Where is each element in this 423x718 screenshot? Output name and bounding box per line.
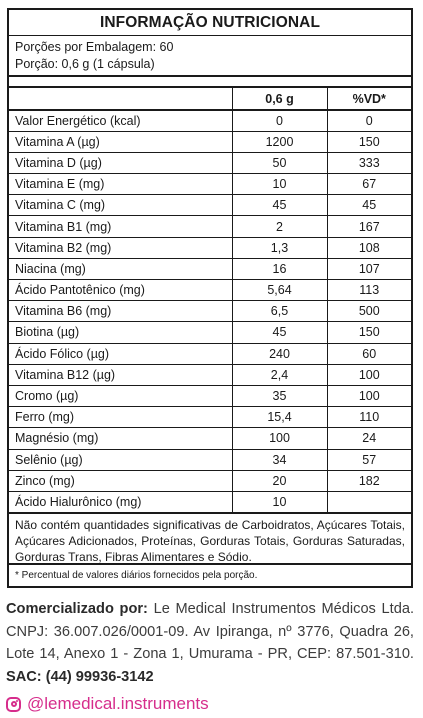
- instagram-icon: [6, 697, 21, 712]
- nutrient-row: [9, 237, 411, 258]
- section-divider: [9, 77, 411, 88]
- nutrient-row: [9, 195, 411, 216]
- serving-size: Porção: 0,6 g (1 cápsula): [15, 57, 155, 71]
- nutrient-row: [9, 470, 411, 491]
- nutrient-daily-value: 150: [327, 131, 411, 152]
- nutrient-daily-value: 100: [327, 364, 411, 385]
- daily-value-footnote: * Percentual de valores diários fornecidos pela porção.: [15, 570, 258, 582]
- nutrient-daily-value: 67: [327, 174, 411, 195]
- nutrient-name: Magnésio (mg): [9, 428, 232, 449]
- nutrient-row: [9, 491, 411, 512]
- nutrient-daily-value: 182: [327, 470, 411, 491]
- nutrient-name: Cromo (µg): [9, 385, 232, 406]
- nutrient-amount: 20: [232, 470, 327, 491]
- nutrient-row: [9, 110, 411, 131]
- nutrient-daily-value: 0: [327, 110, 411, 131]
- nutrient-amount: 10: [232, 174, 327, 195]
- nutrient-amount: 240: [232, 343, 327, 364]
- nutrient-name: Vitamina D (µg): [9, 152, 232, 173]
- nutrient-amount: 45: [232, 322, 327, 343]
- nutrient-amount: 1,3: [232, 237, 327, 258]
- nutrient-name: Zinco (mg): [9, 470, 232, 491]
- social-handle[interactable]: [6, 693, 209, 715]
- company-address: Le Medical Instrumentos Médicos Ltda. CNPJ: 36.007.026/0001-09. Av Ipiranga, nº 3776, Quadra 26, Lote 14, Anexo 1 - Zona 1, Umurama - PR, CEP: 87.501-310.: [6, 601, 414, 662]
- nutrient-name: Vitamina E (mg): [9, 174, 232, 195]
- nutrient-daily-value: 107: [327, 258, 411, 279]
- nutrient-row: [9, 152, 411, 173]
- company-sac: SAC: (44) 99936-3142: [6, 668, 154, 685]
- nutrient-row: [9, 449, 411, 470]
- company-lead: Comercializado por:: [6, 601, 148, 617]
- nutrient-row: [9, 364, 411, 385]
- label-title: INFORMAÇÃO NUTRICIONAL: [9, 10, 411, 36]
- nutrient-table: [9, 88, 411, 513]
- nutrient-row: [9, 174, 411, 195]
- servings-per-package: Porções por Embalagem: 60: [15, 40, 174, 54]
- nutrient-daily-value: 333: [327, 152, 411, 173]
- nutrient-amount: 50: [232, 152, 327, 173]
- header-daily-value: %VD*: [327, 88, 411, 110]
- company-info: [6, 598, 414, 688]
- nutrient-name: Ácido Fólico (µg): [9, 343, 232, 364]
- nutrient-name: Ácido Hialurônico (mg): [9, 491, 232, 512]
- nutrient-daily-value: 113: [327, 280, 411, 301]
- nutrient-name: Niacina (mg): [9, 258, 232, 279]
- header-amount: 0,6 g: [232, 88, 327, 110]
- nutrient-row: [9, 216, 411, 237]
- nutrient-name: Vitamina B2 (mg): [9, 237, 232, 258]
- nutrient-daily-value: 24: [327, 428, 411, 449]
- nutrient-amount: 2,4: [232, 364, 327, 385]
- nutrient-amount: 34: [232, 449, 327, 470]
- nutrient-row: [9, 322, 411, 343]
- nutrient-amount: 35: [232, 385, 327, 406]
- nutrient-daily-value: 57: [327, 449, 411, 470]
- nutrient-name: Vitamina B6 (mg): [9, 301, 232, 322]
- nutrient-row: [9, 131, 411, 152]
- nutrient-amount: 5,64: [232, 280, 327, 301]
- header-blank: [9, 88, 232, 110]
- table-header-row: [9, 88, 411, 110]
- nutrient-row: [9, 258, 411, 279]
- nutrient-name: Ferro (mg): [9, 407, 232, 428]
- nutrient-daily-value: 150: [327, 322, 411, 343]
- nutrition-facts-panel: [7, 8, 413, 588]
- nutrient-name: Valor Energético (kcal): [9, 110, 232, 131]
- nutrient-amount: 1200: [232, 131, 327, 152]
- instagram-handle[interactable]: @lemedical.instruments: [27, 694, 209, 713]
- nutrient-daily-value: 60: [327, 343, 411, 364]
- nutrient-daily-value: [327, 491, 411, 512]
- nutrient-name: Biotina (µg): [9, 322, 232, 343]
- nutrient-row: [9, 385, 411, 406]
- nutrient-amount: 10: [232, 491, 327, 512]
- nutrient-name: Vitamina B1 (mg): [9, 216, 232, 237]
- nutrient-amount: 15,4: [232, 407, 327, 428]
- nutrient-row: [9, 343, 411, 364]
- nutrient-daily-value: 110: [327, 407, 411, 428]
- nutrient-amount: 100: [232, 428, 327, 449]
- nutrient-row: [9, 407, 411, 428]
- nutrient-amount: 16: [232, 258, 327, 279]
- serving-info: [9, 36, 411, 77]
- nutrient-row: [9, 280, 411, 301]
- nutrient-daily-value: 45: [327, 195, 411, 216]
- nutrient-amount: 0: [232, 110, 327, 131]
- nutrient-daily-value: 108: [327, 237, 411, 258]
- nutrient-name: Ácido Pantotênico (mg): [9, 280, 232, 301]
- nutrient-name: Vitamina C (mg): [9, 195, 232, 216]
- nutrient-amount: 2: [232, 216, 327, 237]
- nutrient-amount: 6,5: [232, 301, 327, 322]
- nutrient-name: Vitamina B12 (µg): [9, 364, 232, 385]
- not-significant-notice: Não contém quantidades significativas de Carboidratos, Açúcares Totais, Açúcares Adicionados, Proteínas, Gorduras Totais, Gorduras Saturadas, Gorduras Trans, Fibras Alimentares e Sódio.: [9, 513, 411, 565]
- nutrient-daily-value: 500: [327, 301, 411, 322]
- nutrient-amount: 45: [232, 195, 327, 216]
- nutrient-row: [9, 428, 411, 449]
- nutrient-name: Vitamina A (µg): [9, 131, 232, 152]
- nutrient-daily-value: 100: [327, 385, 411, 406]
- nutrient-daily-value: 167: [327, 216, 411, 237]
- nutrient-row: [9, 301, 411, 322]
- nutrient-name: Selênio (µg): [9, 449, 232, 470]
